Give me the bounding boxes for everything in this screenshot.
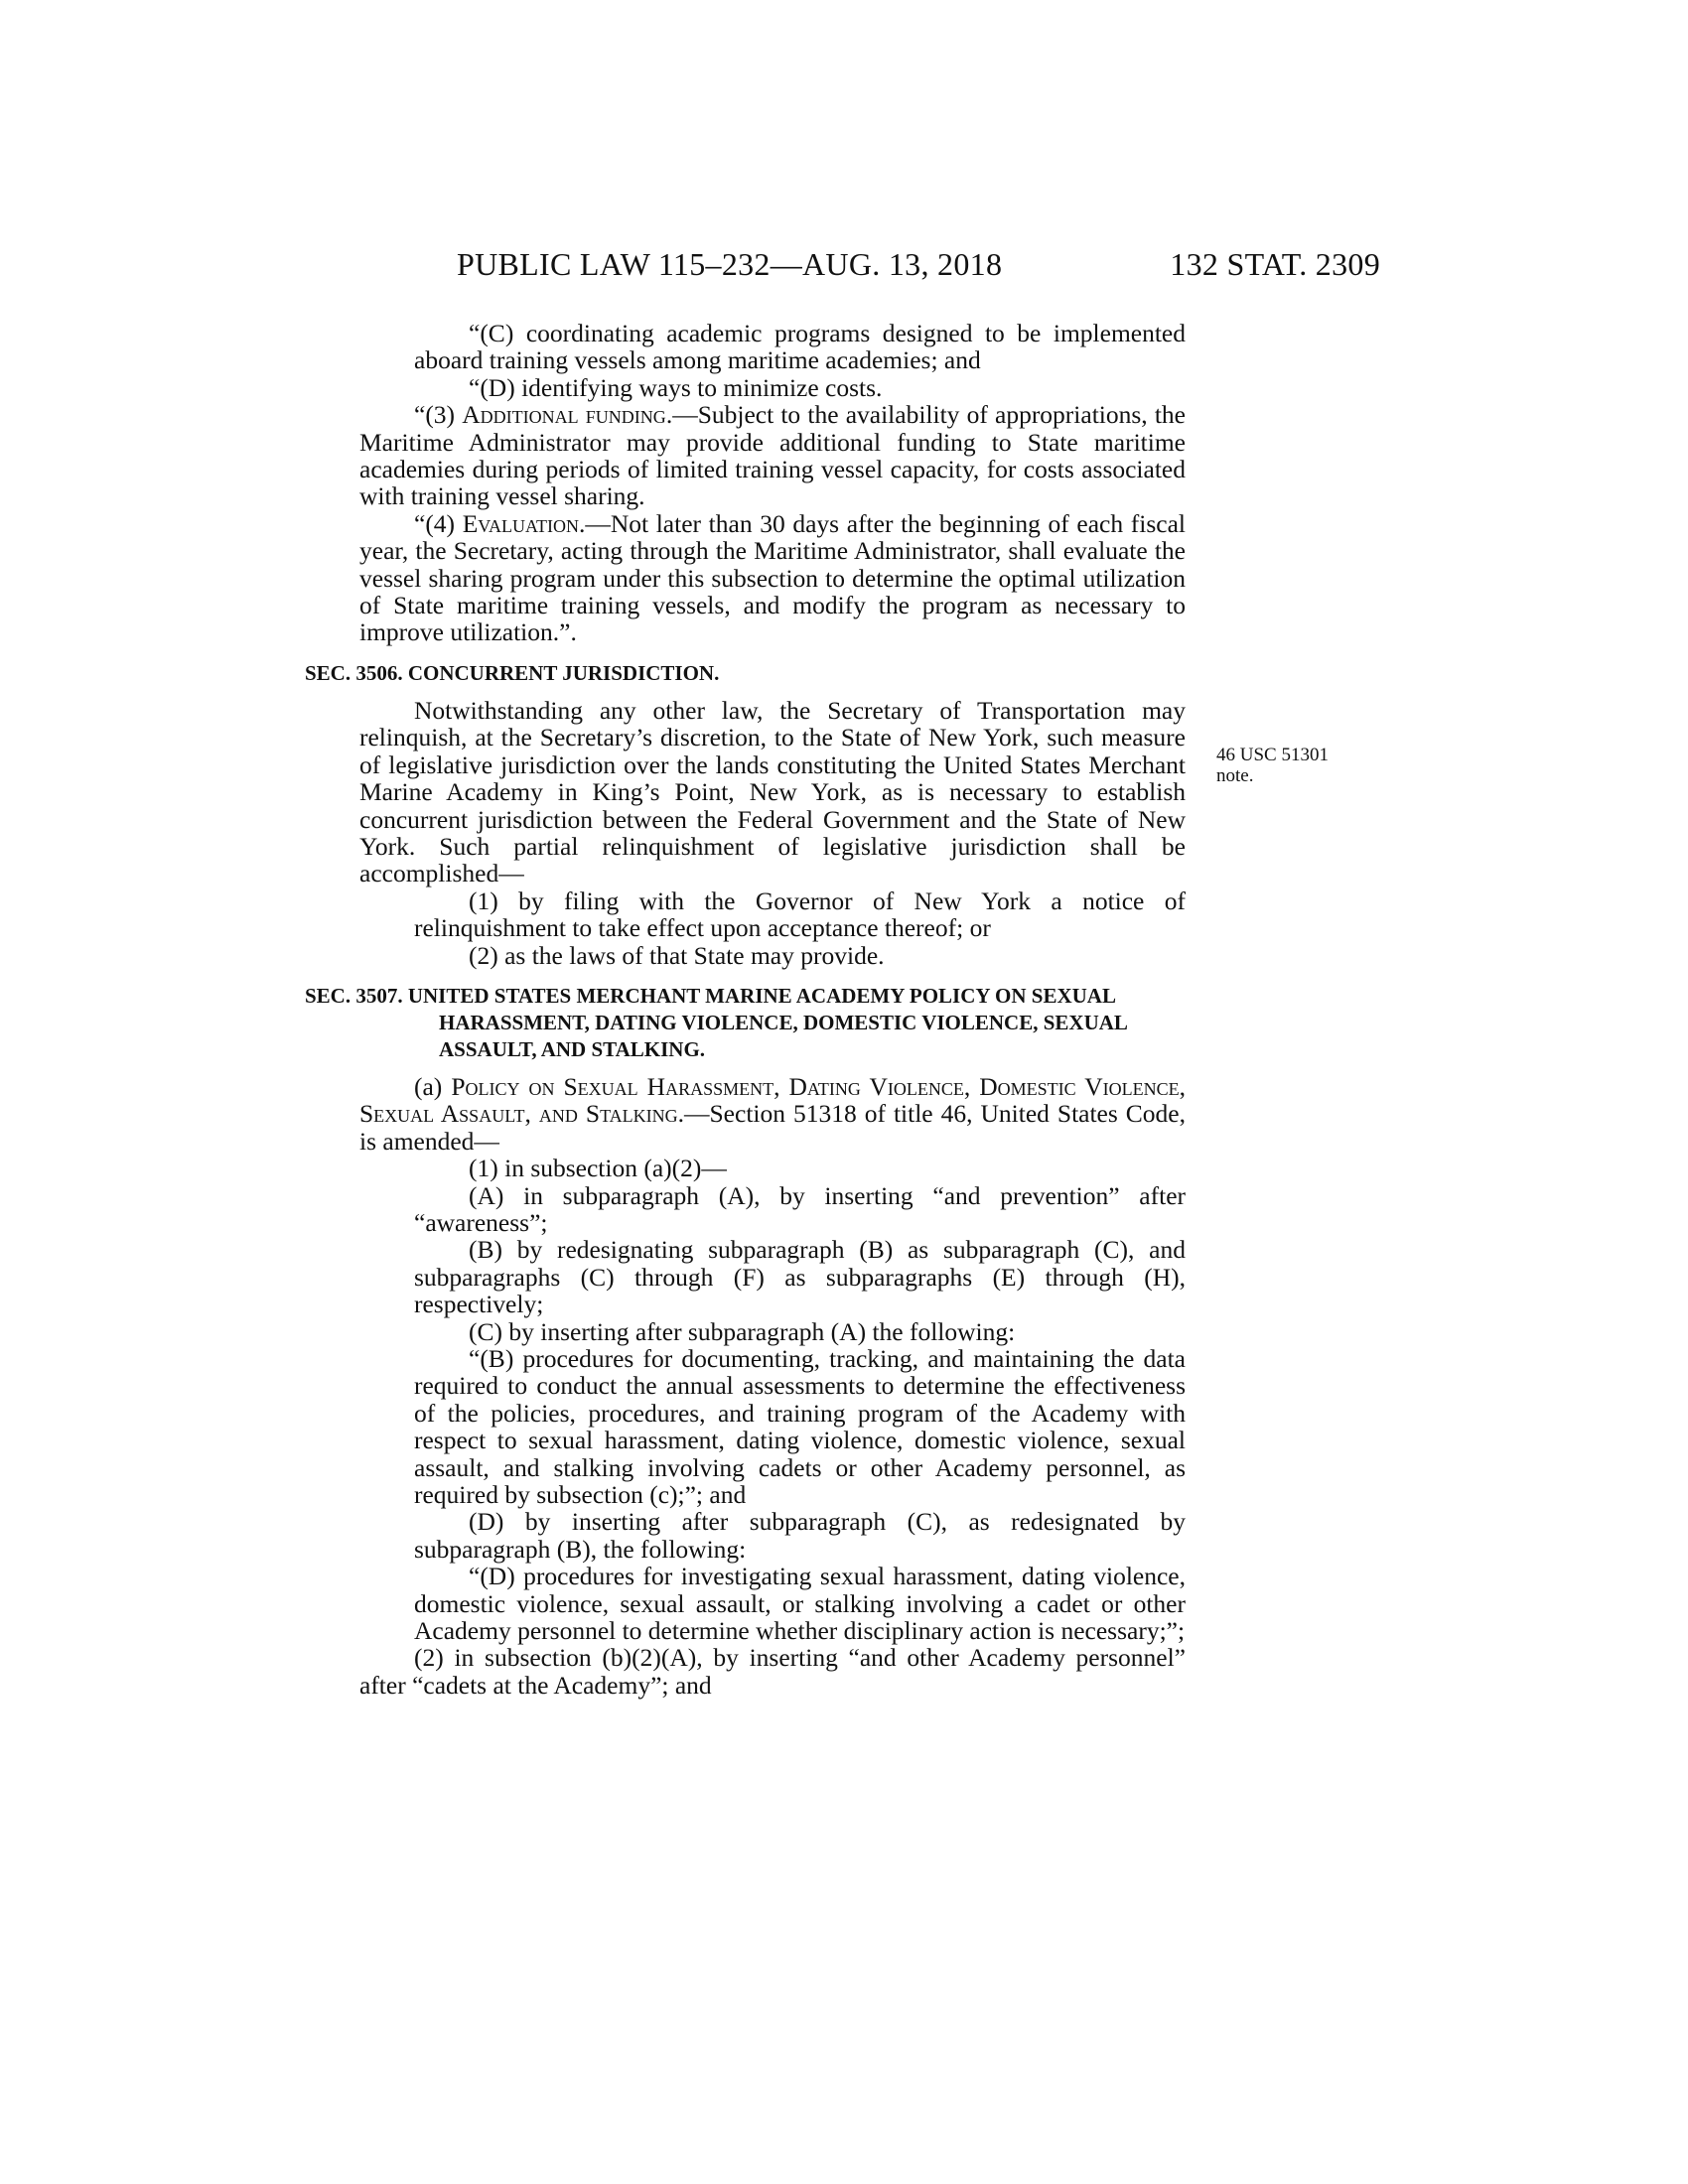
paragraph-2-laws: (2) as the laws of that State may provide. bbox=[469, 940, 885, 970]
paragraph-number: “(3) bbox=[414, 400, 463, 430]
section-3507-heading: SEC. 3507. UNITED STATES MERCHANT MARINE ACADEMY POLICY ON SEXUAL HARASSMENT, DATING VIOLENCE, DOMESTIC VIOLENCE, SEXUAL ASSAULT, AND STALKING. bbox=[305, 983, 1127, 1061]
subsection-number: (a) bbox=[414, 1071, 452, 1101]
paragraph-text: .—Not later than 30 days after the beginning of each fiscal year, the Secretary, acting through the Maritime Administrator, shall evaluate the vessel sharing program under this subsection to determine the optimal utilization of State maritime training vessels, and modify the program as necessary to improve utilization.”. bbox=[359, 508, 1186, 647]
document-body bbox=[305, 319, 1186, 1700]
margin-note-label: note. bbox=[1216, 765, 1254, 786]
paragraph-number: “(4) bbox=[414, 508, 463, 538]
paragraph-heading: Additional funding bbox=[462, 400, 666, 430]
section-3506-body: Notwithstanding any other law, the Secretary of Transportation may relinquish, at the Secretary’s discretion, to the State of New York, such measure of legislative jurisdiction over the lands constituting the United States Merchant Marine Academy in King’s Point, New York, as is necessary to establish concurrent jurisdiction between the Federal Government and the State of New York. Such partial relinquishment of legislative jurisdiction shall be accomplished— bbox=[359, 695, 1186, 888]
paragraph-1-filing: (1) by filing with the Governor of New York a notice of relinquishment to take effect upon acceptance thereof; or bbox=[414, 886, 1186, 943]
law-citation: PUBLIC LAW 115–232—AUG. 13, 2018 bbox=[457, 246, 1003, 282]
paragraph-2-subsection-b2a: (2) in subsection (b)(2)(A), by inserting “and other Academy personnel” after “cadets at the Academy”; and bbox=[359, 1643, 1186, 1700]
paragraph-4-evaluation bbox=[359, 510, 1186, 646]
section-3506-heading: SEC. 3506. CONCURRENT JURISDICTION. bbox=[305, 660, 720, 685]
subsection-heading: Policy on Sexual Harassment, Dating Violence, Domestic Violence, Sexual Assault, and Stalking bbox=[359, 1071, 1186, 1129]
margin-note-citation: 46 USC 51301 bbox=[1216, 745, 1329, 765]
paragraph-heading: Evaluation bbox=[462, 508, 579, 538]
statute-page-number: 132 STAT. 2309 bbox=[1170, 246, 1380, 282]
paragraph-1-subsection-a2: (1) in subsection (a)(2)— bbox=[469, 1154, 727, 1183]
paragraph-3-additional-funding bbox=[359, 401, 1186, 510]
paragraph-text: .—Subject to the availability of appropriations, the Maritime Administrator may provide additional funding to State maritime academies during periods of limited training vessel capacity, for costs associated with training vessel sharing. bbox=[359, 400, 1186, 511]
quoted-subparagraph-b-procedures: “(B) procedures for documenting, tracking, and maintaining the data required to conduct the annual assessments to determine the effectiveness of the policies, procedures, and training program of the Academy with respect to sexual harassment, dating violence, domestic violence, sexual assault, and stalking involving cadets or other Academy personnel, as required by subsection (c);”; and bbox=[414, 1344, 1186, 1510]
page-header bbox=[457, 246, 1380, 290]
subparagraph-b-redesignating: (B) by redesignating subparagraph (B) as subparagraph (C), and subparagraphs (C) through (F) as subparagraphs (E) through (H), respectively; bbox=[414, 1235, 1186, 1319]
subparagraph-a-inserting: (A) in subparagraph (A), by inserting “and prevention” after “awareness”; bbox=[414, 1180, 1186, 1237]
subparagraph-c-inserting: (C) by inserting after subparagraph (A) the following: bbox=[469, 1316, 1016, 1346]
paragraph-d-identifying: “(D) identifying ways to minimize costs. bbox=[469, 372, 883, 402]
subsection-text: .—Section 51318 of title 46, United States Code, is amended— bbox=[359, 1099, 1186, 1156]
quoted-subparagraph-d-procedures: “(D) procedures for investigating sexual harassment, dating violence, domestic violence, sexual assault, or stalking involving a cadet or other Academy personnel to determine whether disciplinary action is necessary;”; bbox=[414, 1562, 1186, 1646]
subparagraph-d-inserting: (D) by inserting after subparagraph (C), as redesignated by subparagraph (B), the following: bbox=[414, 1507, 1186, 1564]
paragraph-c-coordinating: “(C) coordinating academic programs designed to be implemented aboard training vessels among maritime academies; and bbox=[414, 319, 1186, 375]
subsection-a-policy bbox=[359, 1073, 1186, 1155]
margin-note bbox=[1216, 745, 1365, 786]
